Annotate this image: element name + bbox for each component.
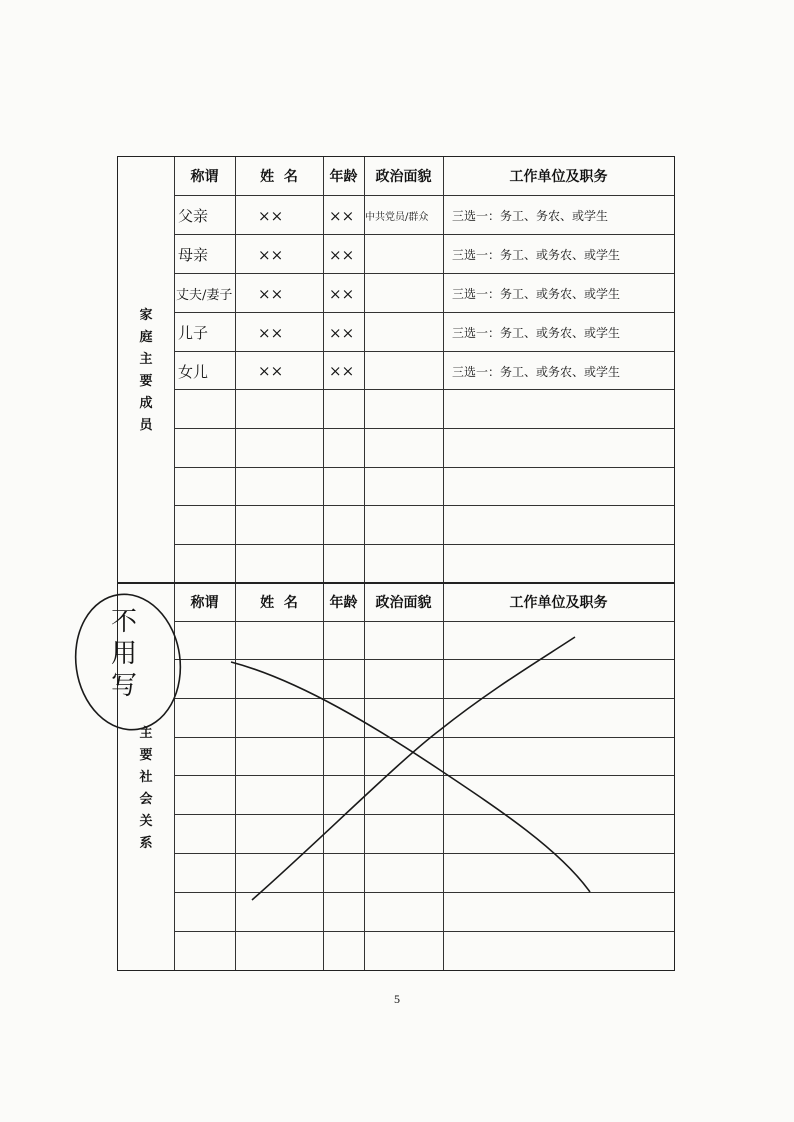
social-label-char: 系 <box>139 836 153 851</box>
cross-out-stroke <box>231 662 590 892</box>
family-header-political: 政治面貌 <box>375 169 432 185</box>
family-row-age: ×× <box>329 323 355 342</box>
social-header-political: 政治面貌 <box>375 595 432 611</box>
family-row-name: ×× <box>258 245 284 264</box>
family-row-work: 三选一：务工、或务农、或学生 <box>452 248 621 262</box>
family-label-char: 家 <box>139 308 153 323</box>
family-row-name: ×× <box>258 323 284 342</box>
social-label-char: 关 <box>139 814 153 829</box>
annotation-char: 用 <box>110 639 137 669</box>
social-label-char: 会 <box>139 792 153 807</box>
family-row-relation: 丈夫/妻子 <box>176 288 233 303</box>
page-number: 5 <box>394 992 400 1006</box>
social-label-char: 主 <box>139 726 153 741</box>
family-row-work: 三选一：务工、或务农、或学生 <box>452 364 621 379</box>
social-label-char: 要 <box>139 748 153 763</box>
family-row-age: ×× <box>329 245 355 264</box>
family-row-name: ×× <box>258 284 284 303</box>
family-header-age: 年龄 <box>329 169 358 185</box>
social-header-age: 年龄 <box>329 595 358 611</box>
family-row-age: ×× <box>329 284 355 303</box>
annotation-note <box>104 606 144 702</box>
family-row-work: 三选一：务工、或务农、或学生 <box>452 287 621 301</box>
annotation-char: 写 <box>110 671 137 701</box>
family-row-name: ×× <box>258 362 284 380</box>
family-row-relation: 母亲 <box>178 246 209 264</box>
family-row-relation: 女儿 <box>178 362 209 381</box>
family-row-relation: 儿子 <box>178 324 209 342</box>
family-row-age: ×× <box>329 362 355 380</box>
family-header-work: 工作单位及职务 <box>509 169 608 185</box>
social-header-relation: 称谓 <box>190 595 219 611</box>
family-header-name: 姓 名 <box>260 169 298 185</box>
cross-out-stroke <box>252 637 575 900</box>
family-row-name: ×× <box>258 206 284 225</box>
family-label-char: 庭 <box>139 330 153 345</box>
family-label-char: 主 <box>139 352 153 367</box>
annotation-char: 不 <box>110 607 137 637</box>
family-label-char: 成 <box>139 396 153 411</box>
family-header-relation: 称谓 <box>190 169 219 185</box>
family-row-age: ×× <box>329 206 355 225</box>
family-label-char: 要 <box>139 374 153 389</box>
family-row-work: 三选一：务工、务农、或学生 <box>452 209 609 223</box>
family-label-char: 员 <box>139 418 153 433</box>
family-row-relation: 父亲 <box>178 207 209 225</box>
social-header-work: 工作单位及职务 <box>509 595 608 611</box>
family-row-political: 中共党员/群众 <box>365 212 429 223</box>
social-label-char: 社 <box>139 770 153 785</box>
social-header-name: 姓 名 <box>260 595 298 611</box>
family-row-work: 三选一：务工、或务农、或学生 <box>452 326 621 340</box>
